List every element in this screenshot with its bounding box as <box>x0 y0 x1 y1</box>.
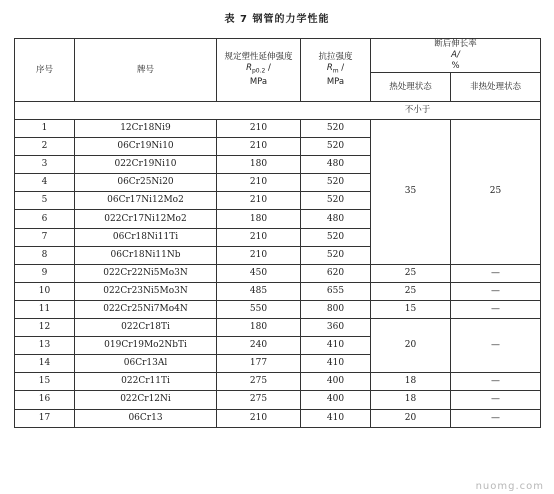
table-row: 10 022Cr23Ni5Mo3N 485 655 25 — <box>15 282 541 300</box>
header-non-heat-treated: 非热处理状态 <box>451 73 541 102</box>
header-heat-treated: 热处理状态 <box>371 73 451 102</box>
header-grade: 牌号 <box>75 39 217 102</box>
header-elongation: 断后伸长率 A/ % <box>371 39 541 73</box>
table-row: 15 022Cr11Ti 275 400 18 — <box>15 373 541 391</box>
table-row: 11 022Cr25Ni7Mo4N 550 800 15 — <box>15 300 541 318</box>
elong-heat-group1: 35 <box>371 120 451 265</box>
elong-heat-group2: 20 <box>371 319 451 373</box>
header-tensile: 抗拉强度 $R_m$ / MPa <box>301 39 371 102</box>
table-row: 16 022Cr12Ni 275 400 18 — <box>15 391 541 409</box>
watermark: nuomg.com <box>475 481 544 492</box>
table-title: 表 7 钢管的力学性能 <box>224 14 330 25</box>
table-row: 8 06Cr18Ni11Nb 210 520 <box>15 246 541 264</box>
header-minimum: 不小于 <box>15 102 541 120</box>
table-row: 7 06Cr18Ni11Ti 210 520 <box>15 228 541 246</box>
table-row: 4 06Cr25Ni20 210 520 <box>15 174 541 192</box>
table-row: 13 019Cr19Mo2NbTi 240 410 <box>15 337 541 355</box>
table-row: 1 12Cr18Ni9 210 520 35 25 <box>15 120 541 138</box>
header-yield: 规定塑性延伸强度 $R_{p0.2}$ / MPa <box>217 39 301 102</box>
table-row: 6 022Cr17Ni12Mo2 180 480 <box>15 210 541 228</box>
elong-nonheat-group1: 25 <box>451 120 541 265</box>
table-row: 5 06Cr17Ni12Mo2 210 520 <box>15 192 541 210</box>
elong-nonheat-group2: — <box>451 319 541 373</box>
table-row: 2 06Cr19Ni10 210 520 <box>15 138 541 156</box>
table-row: 14 06Cr13Al 177 410 <box>15 355 541 373</box>
header-seq: 序号 <box>15 39 75 102</box>
table-row: 17 06Cr13 210 410 20 — <box>15 409 541 427</box>
table-row: 12 022Cr18Ti 180 360 20 — <box>15 319 541 337</box>
table-row: 9 022Cr22Ni5Mo3N 450 620 25 — <box>15 264 541 282</box>
mechanical-properties-table <box>14 38 541 428</box>
table-row: 3 022Cr19Ni10 180 480 <box>15 156 541 174</box>
